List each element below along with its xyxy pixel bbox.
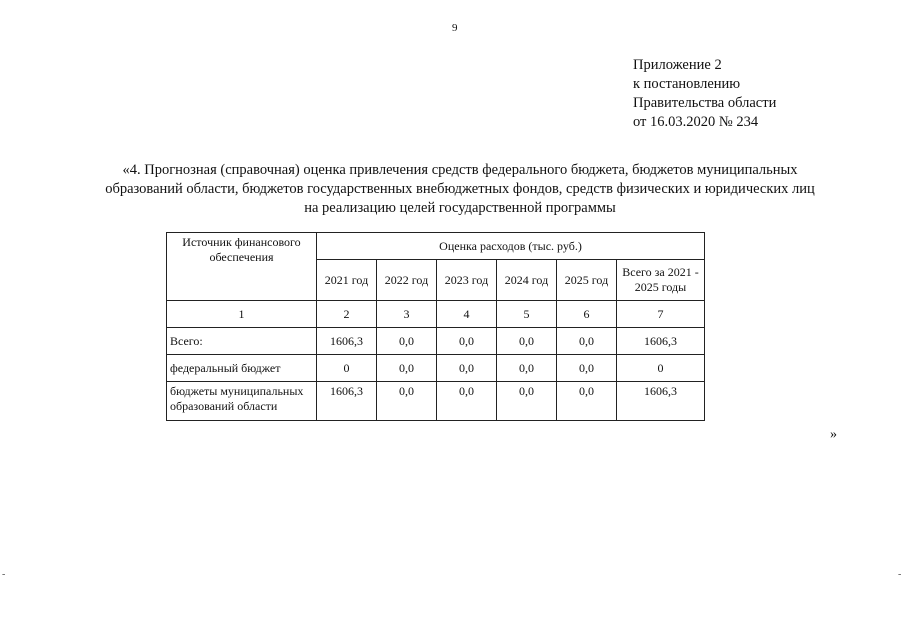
table-cell: 1606,3 xyxy=(617,382,705,421)
appendix-line: Приложение 2 xyxy=(633,57,722,73)
table-cell: 0,0 xyxy=(497,328,557,355)
heading-line: «4. Прогнозная (справочная) оценка привлечения средств федерального бюджета, бюджетов муниципальных xyxy=(122,162,798,178)
table-cell: 0,0 xyxy=(557,355,617,382)
table-row-total xyxy=(167,328,705,355)
row-label: бюджеты муниципальных образований области xyxy=(167,382,317,421)
row-label: Всего: xyxy=(167,328,317,355)
table-cell: 0 xyxy=(617,355,705,382)
year-header: 2021 год xyxy=(317,260,377,301)
table-cell: 0,0 xyxy=(377,328,437,355)
table-row-federal xyxy=(167,355,705,382)
table-cell: 0,0 xyxy=(437,328,497,355)
margin-mark-right: - xyxy=(898,569,902,580)
heading-line: на реализацию целей государственной программы xyxy=(304,200,616,216)
column-number: 1 xyxy=(167,301,317,328)
financing-table xyxy=(166,232,705,421)
table-row-municipal xyxy=(167,382,705,421)
column-number: 2 xyxy=(317,301,377,328)
column-number: 4 xyxy=(437,301,497,328)
table-cell: 0,0 xyxy=(497,382,557,421)
table-header-row xyxy=(167,233,705,260)
page-number: 9 xyxy=(452,22,458,34)
table-cell: 0,0 xyxy=(377,382,437,421)
table-cell: 0,0 xyxy=(557,382,617,421)
row-label: федеральный бюджет xyxy=(167,355,317,382)
total-header: Всего за 2021 - 2025 годы xyxy=(617,260,705,301)
source-header: Источник финансового обеспечения xyxy=(167,233,317,301)
appendix-line: от 16.03.2020 № 234 xyxy=(633,114,759,130)
appendix-note xyxy=(633,56,776,132)
section-heading xyxy=(70,161,850,218)
table-cell: 0,0 xyxy=(377,355,437,382)
column-number: 7 xyxy=(617,301,705,328)
table-cell: 0 xyxy=(317,355,377,382)
year-header: 2025 год xyxy=(557,260,617,301)
appendix-line: Правительства области xyxy=(633,95,777,111)
table-cell: 0,0 xyxy=(437,382,497,421)
appendix-line: к постановлению xyxy=(633,76,741,92)
table-cell: 1606,3 xyxy=(617,328,705,355)
heading-line: образований области, бюджетов государственных внебюджетных фондов, средств физических и юридических лиц xyxy=(105,181,815,197)
year-header: 2024 год xyxy=(497,260,557,301)
year-header: 2022 год xyxy=(377,260,437,301)
table-cell: 1606,3 xyxy=(317,328,377,355)
closing-quote: » xyxy=(830,427,837,442)
column-number: 6 xyxy=(557,301,617,328)
table-cell: 0,0 xyxy=(437,355,497,382)
column-number: 5 xyxy=(497,301,557,328)
table-cell: 1606,3 xyxy=(317,382,377,421)
margin-mark-left: - xyxy=(2,569,6,580)
table-cell: 0,0 xyxy=(497,355,557,382)
column-number: 3 xyxy=(377,301,437,328)
column-number-row xyxy=(167,301,705,328)
table-cell: 0,0 xyxy=(557,328,617,355)
expense-estimate-header: Оценка расходов (тыс. руб.) xyxy=(317,233,705,260)
year-header: 2023 год xyxy=(437,260,497,301)
